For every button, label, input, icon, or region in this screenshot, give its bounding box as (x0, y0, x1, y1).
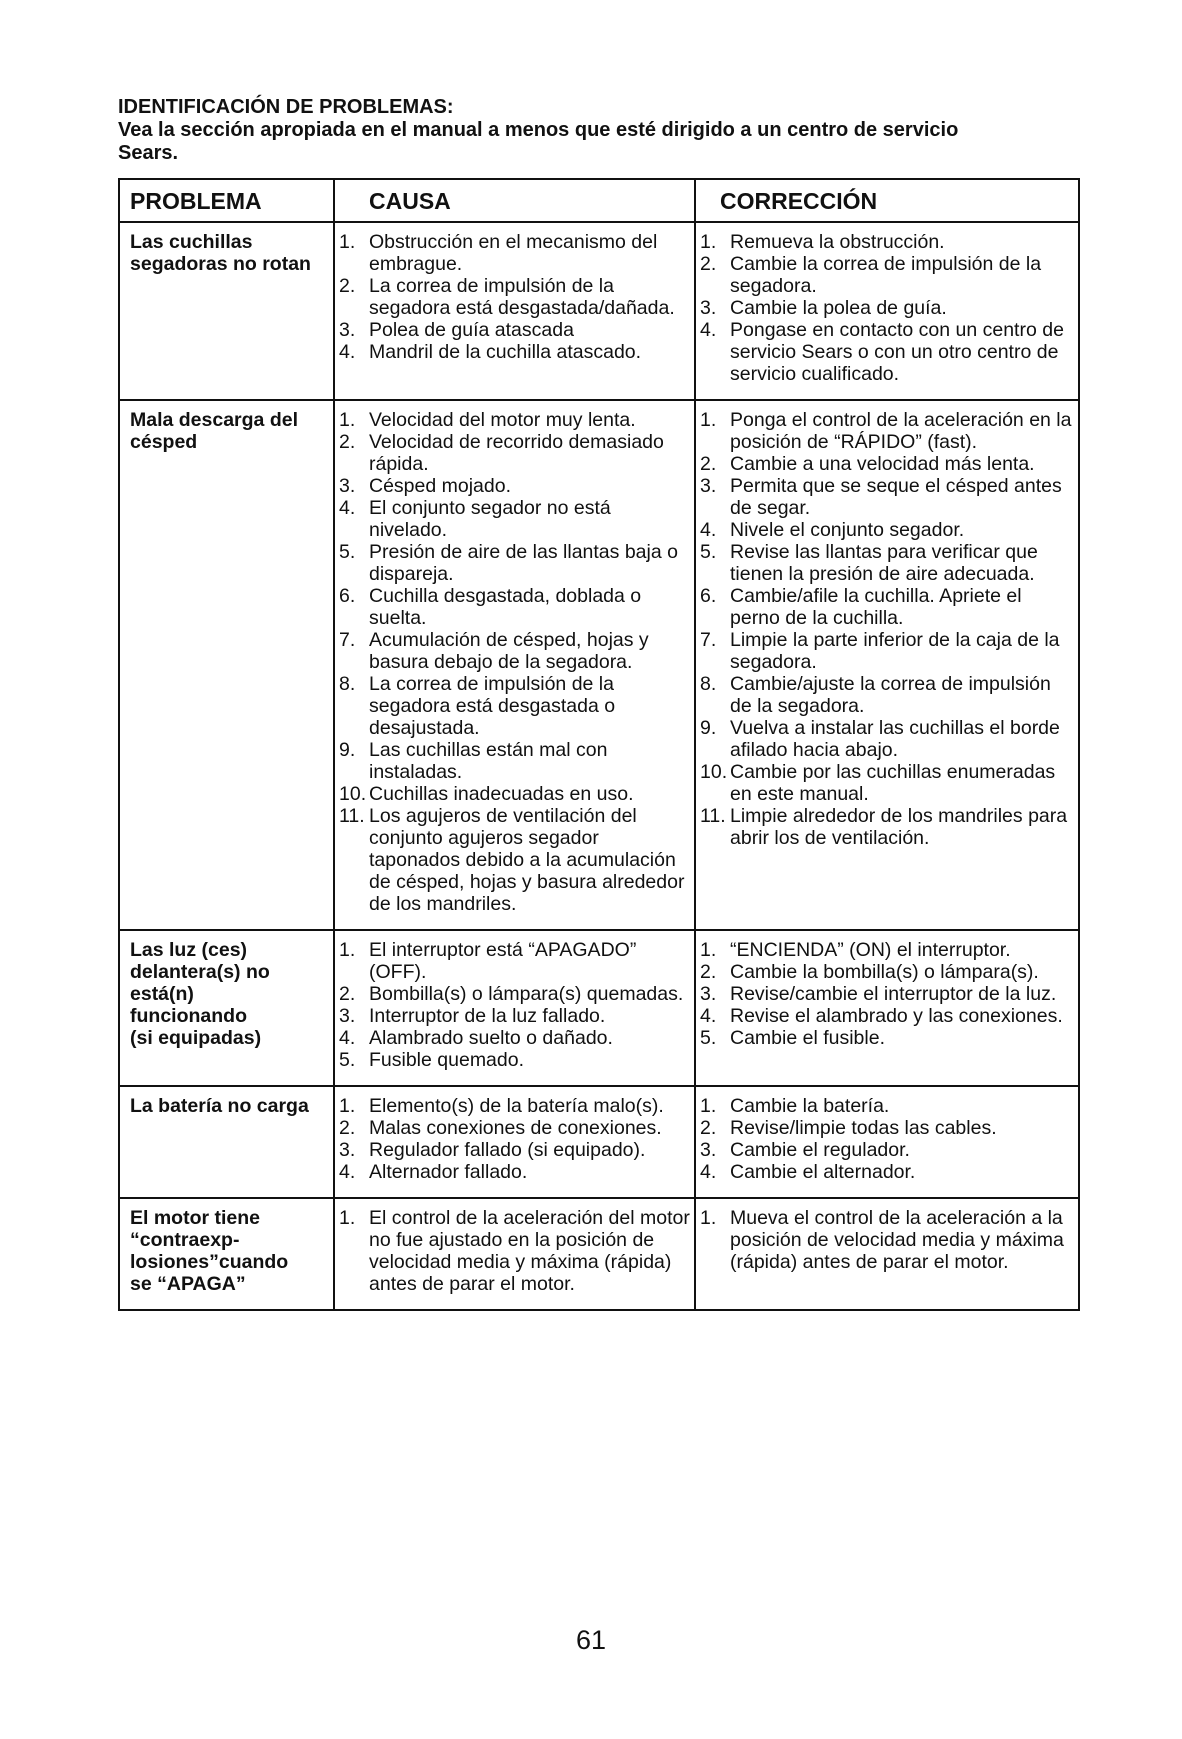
item-number: 1. (339, 231, 356, 253)
item-text: Los agujeros de ventilación del conjunto agujeros segador taponados debido a la acumulación de césped, hojas y basura alrededor de los mandriles. (369, 805, 685, 915)
problem-cell (119, 1086, 334, 1198)
item-text: El interruptor está “APAGADO” (OFF). (369, 939, 637, 983)
correction-list (700, 1207, 1074, 1273)
list-item (700, 1117, 1074, 1139)
list-item (700, 1207, 1074, 1273)
item-number: 8. (339, 673, 356, 695)
item-text: Mandril de la cuchilla atascado. (369, 341, 642, 363)
item-text: Remueva la obstrucción. (730, 231, 945, 253)
item-text: Cambie/ajuste la correa de impulsión de la segadora. (730, 673, 1051, 717)
list-item (700, 319, 1074, 385)
cause-list (339, 1095, 690, 1183)
problem-text: El motor tiene “contraexp- losiones”cuando se “APAGA” (130, 1207, 289, 1295)
cause-cell (334, 1086, 695, 1198)
item-number: 10. (700, 761, 728, 783)
correction-cell (695, 1198, 1079, 1310)
list-item (700, 519, 1074, 541)
list-item (339, 1049, 690, 1071)
item-number: 6. (339, 585, 356, 607)
list-item (339, 231, 690, 275)
item-text: Revise/limpie todas las cables. (730, 1117, 997, 1139)
item-number: 2. (339, 275, 356, 297)
item-number: 1. (339, 409, 356, 431)
list-item (339, 1027, 690, 1049)
item-number: 11. (339, 805, 365, 827)
table-row (119, 1086, 1079, 1198)
item-number: 10. (339, 783, 367, 805)
heading-subtitle-line2: Sears. (118, 142, 179, 164)
list-item (700, 761, 1074, 805)
item-text: “ENCIENDA” (ON) el interruptor. (730, 939, 1011, 961)
list-item (339, 1005, 690, 1027)
item-number: 5. (700, 541, 717, 563)
list-item (339, 939, 690, 983)
item-number: 3. (700, 1139, 717, 1161)
item-number: 1. (339, 939, 356, 961)
item-text: La correa de impulsión de la segadora está desgastada o desajustada. (369, 673, 616, 739)
problem-text: Mala descarga del césped (130, 409, 298, 453)
list-item (700, 409, 1074, 453)
item-text: Cambie/afile la cuchilla. Apriete el perno de la cuchilla. (730, 585, 1022, 629)
list-item (700, 939, 1074, 961)
item-text: Nivele el conjunto segador. (730, 519, 965, 541)
problem-cell (119, 222, 334, 400)
list-item (700, 585, 1074, 629)
table-row (119, 222, 1079, 400)
item-number: 2. (700, 253, 717, 275)
item-text: Revise el alambrado y las conexiones. (730, 1005, 1063, 1027)
problem-text: Las luz (ces) delantera(s) no está(n) funcionando (si equipadas) (130, 939, 270, 1049)
item-text: Revise/cambie el interruptor de la luz. (730, 983, 1057, 1005)
item-number: 3. (339, 1139, 356, 1161)
table-row (119, 1198, 1079, 1310)
item-text: Las cuchillas están mal con instaladas. (369, 739, 608, 783)
list-item (700, 717, 1074, 761)
list-item (339, 319, 690, 341)
cause-list (339, 409, 690, 915)
item-number: 4. (700, 1005, 717, 1027)
problem-text: Las cuchillas segadoras no rotan (130, 231, 311, 275)
problem-cell (119, 400, 334, 930)
cause-cell (334, 400, 695, 930)
list-item (339, 805, 690, 915)
correction-cell (695, 400, 1079, 930)
list-item (339, 1207, 690, 1295)
list-item (339, 431, 690, 475)
item-text: Cambie el alternador. (730, 1161, 916, 1183)
item-text: Malas conexiones de conexiones. (369, 1117, 662, 1139)
item-text: Elemento(s) de la batería malo(s). (369, 1095, 664, 1117)
list-item (700, 253, 1074, 297)
cause-cell (334, 222, 695, 400)
item-text: Interruptor de la luz fallado. (369, 1005, 606, 1027)
page-number: 61 (575, 1625, 607, 1655)
table-body (119, 222, 1079, 1310)
item-number: 8. (700, 673, 717, 695)
cause-cell (334, 1198, 695, 1310)
item-text: El control de la aceleración del motor no fue ajustado en la posición de velocidad media y máxima (rápida) antes de parar el motor. (369, 1207, 690, 1295)
item-text: Regulador fallado (si equipado). (369, 1139, 646, 1161)
item-number: 1. (339, 1207, 356, 1229)
table-header-row (119, 179, 1079, 222)
item-text: Velocidad de recorrido demasiado rápida. (369, 431, 664, 475)
item-text: Acumulación de césped, hojas y basura debajo de la segadora. (369, 629, 649, 673)
item-text: Cambie a una velocidad más lenta. (730, 453, 1035, 475)
correction-list (700, 1095, 1074, 1183)
item-text: Obstrucción en el mecanismo del embrague. (369, 231, 658, 275)
item-text: Cambie la polea de guía. (730, 297, 947, 319)
item-number: 4. (339, 1027, 356, 1049)
item-number: 1. (700, 1095, 717, 1117)
list-item (700, 629, 1074, 673)
item-number: 11. (700, 805, 726, 827)
item-number: 1. (700, 1207, 717, 1229)
list-item (339, 1095, 690, 1117)
list-item (339, 409, 690, 431)
item-text: Pongase en contacto con un centro de servicio Sears o con un otro centro de servicio cualificado. (730, 319, 1064, 385)
item-number: 1. (339, 1095, 356, 1117)
heading-title: IDENTIFICACIÓN DE PROBLEMAS: (118, 96, 454, 118)
cause-list (339, 939, 690, 1071)
item-text: Bombilla(s) o lámpara(s) quemadas. (369, 983, 684, 1005)
item-number: 4. (339, 497, 356, 519)
item-number: 2. (339, 431, 356, 453)
item-number: 4. (339, 1161, 356, 1183)
item-text: Cuchilla desgastada, doblada o suelta. (369, 585, 642, 629)
list-item (700, 1161, 1074, 1183)
item-number: 2. (700, 961, 717, 983)
cause-list (339, 231, 690, 363)
page-heading (118, 96, 1078, 165)
header-correction: CORRECCIÓN (695, 179, 1079, 222)
header-problem: PROBLEMA (119, 179, 334, 222)
item-number: 5. (339, 541, 356, 563)
list-item (700, 961, 1074, 983)
item-number: 1. (700, 231, 717, 253)
item-text: Cambie el regulador. (730, 1139, 910, 1161)
table-row (119, 930, 1079, 1086)
item-text: Revise las llantas para verificar que tienen la presión de aire adecuada. (730, 541, 1038, 585)
item-text: Cambie la bombilla(s) o lámpara(s). (730, 961, 1039, 983)
correction-cell (695, 1086, 1079, 1198)
item-text: Cuchillas inadecuadas en uso. (369, 783, 634, 805)
item-text: Cambie la batería. (730, 1095, 890, 1117)
heading-subtitle-line1: Vea la sección apropiada en el manual a menos que esté dirigido a un centro de servicio (118, 119, 959, 141)
item-number: 1. (700, 409, 717, 431)
list-item (339, 275, 690, 319)
list-item (339, 341, 690, 363)
item-text: Cambie la correa de impulsión de la segadora. (730, 253, 1042, 297)
list-item (700, 1005, 1074, 1027)
cause-list (339, 1207, 690, 1295)
list-item (700, 1027, 1074, 1049)
item-text: Permita que se seque el césped antes de segar. (730, 475, 1062, 519)
list-item (700, 1095, 1074, 1117)
list-item (700, 1139, 1074, 1161)
list-item (339, 541, 690, 585)
item-text: Velocidad del motor muy lenta. (369, 409, 636, 431)
item-number: 9. (700, 717, 717, 739)
item-text: Césped mojado. (369, 475, 512, 497)
list-item (700, 673, 1074, 717)
list-item (339, 629, 690, 673)
item-number: 3. (700, 297, 717, 319)
item-number: 6. (700, 585, 717, 607)
item-text: Alternador fallado. (369, 1161, 528, 1183)
list-item (339, 1139, 690, 1161)
problem-cell (119, 1198, 334, 1310)
correction-list (700, 939, 1074, 1049)
list-item (700, 805, 1074, 849)
problem-cell (119, 930, 334, 1086)
item-number: 5. (339, 1049, 356, 1071)
item-text: Cambie por las cuchillas enumeradas en este manual. (730, 761, 1056, 805)
item-number: 2. (339, 1117, 356, 1139)
table-row (119, 400, 1079, 930)
correction-cell (695, 222, 1079, 400)
item-number: 3. (700, 983, 717, 1005)
item-number: 5. (700, 1027, 717, 1049)
item-number: 2. (339, 983, 356, 1005)
item-number: 7. (700, 629, 717, 651)
list-item (339, 673, 690, 739)
item-text: Ponga el control de la aceleración en la posición de “RÁPIDO” (fast). (730, 409, 1072, 453)
item-number: 4. (339, 341, 356, 363)
list-item (339, 1161, 690, 1183)
list-item (700, 297, 1074, 319)
item-number: 2. (700, 1117, 717, 1139)
item-number: 2. (700, 453, 717, 475)
header-cause: CAUSA (334, 179, 695, 222)
item-text: Fusible quemado. (369, 1049, 525, 1071)
list-item (339, 1117, 690, 1139)
item-text: Limpie alrededor de los mandriles para abrir los de ventilación. (730, 805, 1068, 849)
troubleshooting-table (118, 178, 1080, 1311)
correction-cell (695, 930, 1079, 1086)
item-text: Polea de guía atascada (369, 319, 574, 341)
list-item (339, 739, 690, 783)
list-item (339, 783, 690, 805)
cause-cell (334, 930, 695, 1086)
correction-list (700, 231, 1074, 385)
list-item (339, 497, 690, 541)
list-item (700, 541, 1074, 585)
item-text: Mueva el control de la aceleración a la posición de velocidad media y máxima (rápida) antes de parar el motor. (730, 1207, 1064, 1273)
item-number: 3. (339, 319, 356, 341)
item-number: 1. (700, 939, 717, 961)
correction-list (700, 409, 1074, 849)
item-number: 4. (700, 1161, 717, 1183)
item-number: 9. (339, 739, 356, 761)
list-item (700, 983, 1074, 1005)
item-text: Alambrado suelto o dañado. (369, 1027, 613, 1049)
list-item (700, 231, 1074, 253)
list-item (339, 585, 690, 629)
list-item (700, 475, 1074, 519)
item-number: 4. (700, 519, 717, 541)
item-text: Cambie el fusible. (730, 1027, 885, 1049)
item-text: El conjunto segador no está nivelado. (369, 497, 611, 541)
item-number: 7. (339, 629, 356, 651)
list-item (339, 983, 690, 1005)
item-number: 3. (339, 475, 356, 497)
item-text: Limpie la parte inferior de la caja de la segadora. (730, 629, 1060, 673)
item-text: La correa de impulsión de la segadora está desgastada/dañada. (369, 275, 675, 319)
item-text: Presión de aire de las llantas baja o dispareja. (369, 541, 678, 585)
item-number: 3. (339, 1005, 356, 1027)
list-item (700, 453, 1074, 475)
item-number: 3. (700, 475, 717, 497)
problem-text: La batería no carga (130, 1095, 309, 1117)
list-item (339, 475, 690, 497)
item-number: 4. (700, 319, 717, 341)
item-text: Vuelva a instalar las cuchillas el borde afilado hacia abajo. (730, 717, 1060, 761)
